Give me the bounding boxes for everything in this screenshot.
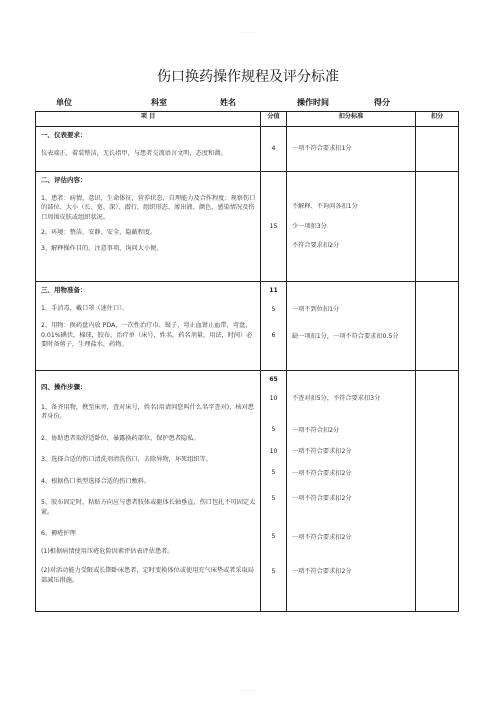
deduct-standard: 一项不符合扣2分 xyxy=(292,426,340,434)
item-score: 5 xyxy=(271,426,276,433)
deduct-cell[interactable] xyxy=(416,282,459,371)
deduct-standard: 一项不符合要求扣2分 xyxy=(292,533,352,541)
section-item: 1、备齐用物，携至床旁，查对床号，姓名(用请问您叫什么名字查对)，核对患者身份。 xyxy=(41,403,254,420)
section-item: 4、根据伤口类型选择合适的伤口敷料。 xyxy=(41,477,151,485)
header-value: 分值 xyxy=(261,112,287,127)
deduct-standard: 一项不到位扣1分 xyxy=(292,306,340,313)
section-item: 2、协助患者取舒适卧位，暴露换药部位，保护患者隐私。 xyxy=(41,434,200,442)
section-score: 65 xyxy=(269,376,278,383)
section-item: 仪表端正，着装整洁，无长指甲，与患者交流语言文明，态度和蔼。 xyxy=(41,149,227,157)
deduct-standard: 一项不符合要求扣1分 xyxy=(287,127,416,172)
section-title: 一、仪表要求： xyxy=(41,131,87,139)
item-score: 5 xyxy=(271,567,276,575)
section-item: 2、环境：整洁、安静、安全、隐蔽程度。 xyxy=(41,229,157,236)
section-item: 3、解释操作目的，注意事项，询问大小便。 xyxy=(41,244,163,252)
section-item: 5、胶布固定时，粘贴方向应与患者肢体或躯体长轴垂直，伤口包扎不可固定太紧。 xyxy=(41,499,256,516)
deduct-standard: 一项不符合要求扣2分 xyxy=(292,448,352,455)
section-title: 三、用物准备： xyxy=(41,286,87,294)
document-title: 伤口换药操作规程及评分标准 xyxy=(157,69,339,85)
footer-watermark: — — — xyxy=(240,688,256,693)
meta-unit: 单位 xyxy=(56,98,72,107)
section-row-supplies xyxy=(36,282,459,371)
section-item: 1、手消毒，戴口罩（速住口）。 xyxy=(41,304,129,312)
meta-score: 得分 xyxy=(374,98,390,107)
header-standard: 扣分标准 xyxy=(287,112,416,127)
deduct-standard: 缺一项扣1分，一项不符合要求扣0.5分 xyxy=(292,332,399,340)
deduct-standard: 不符合要求扣2分 xyxy=(292,242,340,250)
deduct-cell[interactable] xyxy=(416,127,459,172)
section-item: 3、选择合适的伤口清洗剂清洗伤口，去除异物，坏死组织等。 xyxy=(41,456,212,463)
item-score: 10 xyxy=(269,447,278,455)
section-item: 6、褥疮护理 xyxy=(41,530,76,537)
item-score: 5 xyxy=(271,305,276,313)
deduct-standard: 一项不符合要求扣2分 xyxy=(292,469,352,477)
meta-line xyxy=(0,97,496,111)
meta-department: 科室 xyxy=(151,98,167,107)
deduct-cell[interactable] xyxy=(416,371,459,612)
meta-time: 操作时间 xyxy=(297,98,329,107)
meta-name: 姓名 xyxy=(220,98,236,107)
header-deduct: 扣分 xyxy=(416,112,459,127)
deduct-standard: 一项不符合要求扣2分 xyxy=(292,568,352,575)
section-row-assessment xyxy=(36,172,459,282)
score-table xyxy=(35,111,459,612)
table-header-row xyxy=(36,112,459,127)
section-title: 二、评估内容： xyxy=(41,176,87,184)
item-score: 10 xyxy=(269,394,278,402)
section-item: (2)对活动能力受限或长期卧床患者，定时变换体位或使用充气床垫或者采取局部减压措施。 xyxy=(41,567,254,584)
section-row-appearance xyxy=(36,127,459,172)
deduct-standard: 少一项扣3分 xyxy=(292,222,327,230)
section-item: 1、患者：病情，意识，生命体征，营养状态，自理能力及合作程度；观察伤口的部位、大小（长、宽、深）、潜行、组织形态、渗出液、颜色，感染情况及伤口周围皮肤或组织状况。 xyxy=(41,194,256,221)
item-score: 5 xyxy=(271,533,276,540)
deduct-standard: 不查对扣5分，不符合要求扣3分 xyxy=(292,395,381,402)
header-item: 项 目 xyxy=(36,112,261,127)
item-score: 5 xyxy=(271,494,276,502)
section-score: 15 xyxy=(261,172,287,282)
section-score: 11 xyxy=(269,287,278,294)
header-watermark: — — — xyxy=(240,30,256,35)
item-score: 6 xyxy=(271,332,276,339)
deduct-standard: 不解释、不询问各扣1分 xyxy=(292,203,358,211)
section-title: 四、操作步骤： xyxy=(41,383,87,391)
deduct-cell[interactable] xyxy=(416,172,459,282)
section-score: 4 xyxy=(261,127,287,172)
deduct-standard: 一项不符合要求扣2分 xyxy=(292,495,352,502)
section-row-steps xyxy=(36,371,459,612)
item-score: 5 xyxy=(271,469,276,476)
section-item: 2、用物：换药盘内放 PDA，一次性治疗巾、镊子，弯止血钳止血带，弯盘，0.01%碘伏，棉球，胶布，治疗单（床号，姓名，药名剂量，用法，时间）必要时备剪子，生理盐水，药物。 xyxy=(41,322,253,348)
section-item: (1)根据病情使用压疮危险因素评估表评估患者。 xyxy=(41,547,174,555)
